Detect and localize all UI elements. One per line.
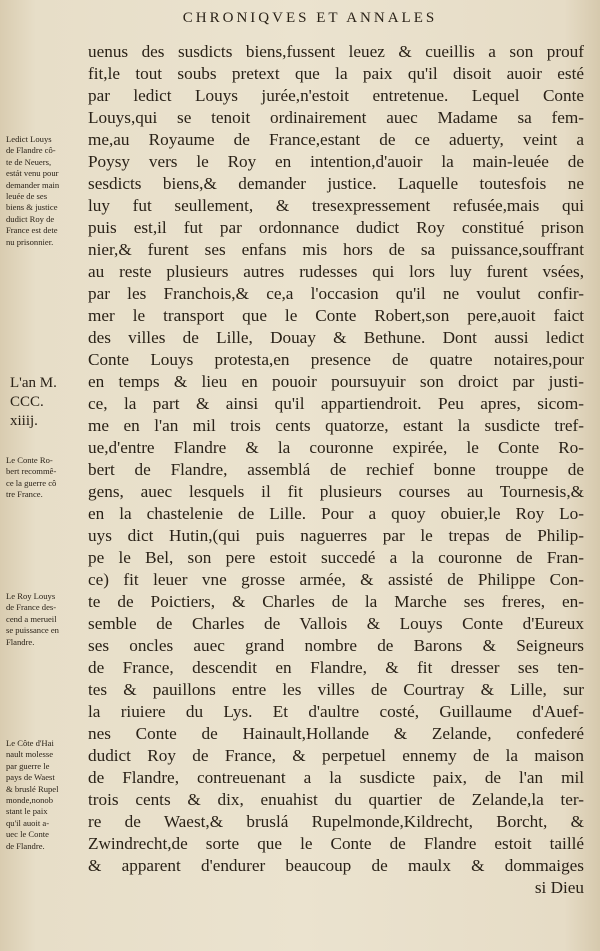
text-line: des villes de Lille, Douay & Bethune. Dont aussi ledict xyxy=(88,328,584,347)
note-line: se puissance en xyxy=(6,625,59,636)
text-line: de Flandre, contreuenant a la susdicte paix, de l'an mil xyxy=(88,768,584,787)
note-line: Flandre. xyxy=(6,636,35,647)
text-line: te de Poictiers, & Charles de la Marche ses freres, en- xyxy=(88,592,584,611)
text-line: Louys,qui se tenoit ordinairement auec Madame sa fem- xyxy=(88,108,584,127)
note-line: biens & justice xyxy=(6,202,58,213)
note-line: par guerre le xyxy=(6,760,50,771)
text-line: Zwindrecht,de sorte que le Conte de Flandre estoit taillé xyxy=(88,834,584,853)
note-line: cend a merueil xyxy=(6,613,57,624)
note-line: demander main xyxy=(6,179,60,190)
note-line: Ledict Louys xyxy=(6,134,52,144)
text-line: luy fut seullement, & tresexpressement refusée,mais qui xyxy=(88,196,584,215)
main-text-column xyxy=(88,41,584,899)
note-line: estát venu pour xyxy=(6,168,59,179)
note-line: de France des- xyxy=(6,602,57,613)
marginal-note-roy-louys xyxy=(6,591,86,648)
text-line: en la chastelenie de Lille. Pour a quoy obuier,le Roy Lo- xyxy=(88,504,584,523)
text-line: gens, auec lesquels il fit plusieurs courses au Tournesis,& xyxy=(88,482,584,501)
note-line: Le Côte d'Hai xyxy=(6,738,54,748)
text-line: fit,le tout soubs pretext que la paix qu'il disoit auoir esté xyxy=(88,64,584,83)
text-line: au reste plusieurs autres rudesses qui lors luy furent vsées, xyxy=(88,262,584,281)
note-line: & bruslé Rupel xyxy=(6,783,59,794)
text-line: tes & pauillons entre les villes de Courtray & Lille, sur xyxy=(88,680,584,699)
text-line: Conte Louys protesta,en presence de quatre notaires,pour xyxy=(88,350,584,369)
marginal-note-hainault xyxy=(6,738,86,852)
text-line: de France, descendit en Flandre, & fit dresser ses ten- xyxy=(88,658,584,677)
text-line: me,au Royaume de France,estant de ce aduerty, veint a xyxy=(88,130,584,149)
note-line: de Flandre cô- xyxy=(6,145,56,156)
note-line: Le Conte Ro- xyxy=(6,455,53,465)
text-line: ses oncles auec grand nombre de Barons & Seigneurs xyxy=(88,636,584,655)
note-line: monde,nonob xyxy=(6,795,54,806)
text-line: & apparent d'endurer beaucoup de maulx & dommaiges xyxy=(88,856,584,875)
marginal-note-robert-war xyxy=(6,455,86,501)
note-line: nu prisonnier. xyxy=(6,236,54,247)
text-line: par ledict Louys jurée,n'estoit entretenue. Lequel Conte xyxy=(88,86,584,105)
text-line: par les Franchois,& ce,a l'occasion qu'il ne voulut confir- xyxy=(88,284,584,303)
note-line: de Flandre. xyxy=(6,840,45,851)
text-line: en temps & lieu en pouoir poursuyuir son droict par justi- xyxy=(88,372,584,391)
text-line: semble de Charles de Vallois & Louys Conte d'Eureux xyxy=(88,614,584,633)
note-line: leuée de ses xyxy=(6,191,48,202)
text-line: ce) fit leuer vne grosse armée, & assisté de Philippe Con- xyxy=(88,570,584,589)
date-marginal-note xyxy=(10,374,82,431)
text-line: re de Waest,& bruslá Rupelmonde,Kildrecht, Borcht, & xyxy=(88,812,584,831)
running-header: CHRONIQVES ET ANNALES xyxy=(182,10,438,26)
text-line: trois cents & dix, enuahist du quartier de Zelande,la ter- xyxy=(88,790,584,809)
text-line: sesdicts biens,& demander justice. Laquelle toutesfois ne xyxy=(88,174,584,193)
text-line: bert de Flandre, assemblá de rechief bonne trouppe de xyxy=(88,460,584,479)
text-line: ue,d'entre Flandre & la couronne expirée, le Conte Ro- xyxy=(88,438,584,457)
note-line: bert recommê- xyxy=(6,466,57,477)
note-line: te de Neuers, xyxy=(6,156,52,167)
date-note-line: CCC. xyxy=(10,394,44,410)
date-note-line: L'an M. xyxy=(10,375,57,391)
text-line-catchword: si Dieu xyxy=(534,878,584,897)
text-line: uys dict Hutin,(qui puis naguerres par le trepas de Philip- xyxy=(88,526,584,545)
note-line: France est dete xyxy=(6,225,58,236)
text-line: dudict Roy de France, & perpetuel ennemy de la maison xyxy=(88,746,584,765)
text-line: ce, la part & ainsi qu'il appartiendroit. Peu apres, sicom- xyxy=(88,394,584,413)
note-line: nault molesse xyxy=(6,749,54,760)
text-line: nes Conte de Hainault,Hollande & Zelande, confederé xyxy=(88,724,584,743)
text-line: uenus des susdicts biens,fussent leuez & cueillis a son prouf xyxy=(88,42,584,61)
note-line: Le Roy Louys xyxy=(6,591,56,601)
text-line: mer le transport que le Conte Robert,son pere,auoit faict xyxy=(88,306,584,325)
note-line: tre France. xyxy=(6,489,43,500)
text-line: nier,& furent ses enfans mis hors de sa puissance,souffrant xyxy=(88,240,584,259)
note-line: uec le Conte xyxy=(6,829,49,840)
date-note-line: xiiij. xyxy=(10,413,38,429)
note-line: stant le paix xyxy=(6,806,48,817)
text-line: la riuiere du Lys. Et d'aultre costé, Guillaume d'Auef- xyxy=(88,702,584,721)
note-line: dudict Roy de xyxy=(6,213,55,224)
marginal-note-louys-prisoner xyxy=(6,134,86,248)
note-line: qu'il auoit a- xyxy=(6,817,50,828)
note-line: pays de Waest xyxy=(6,772,55,783)
text-line: me en l'an mil trois cents quatorze, estant la susdicte tref- xyxy=(88,416,584,435)
text-line: pe le Bel, son pere estoit succedé a la couronne de Fran- xyxy=(88,548,584,567)
text-line: puis est,il fut par ordonnance dudict Roy constitué prison xyxy=(88,218,584,237)
text-line: Poysy vers le Roy en intention,d'auoir la main-leuée de xyxy=(88,152,584,171)
note-line: ce la guerre cô xyxy=(6,477,57,488)
